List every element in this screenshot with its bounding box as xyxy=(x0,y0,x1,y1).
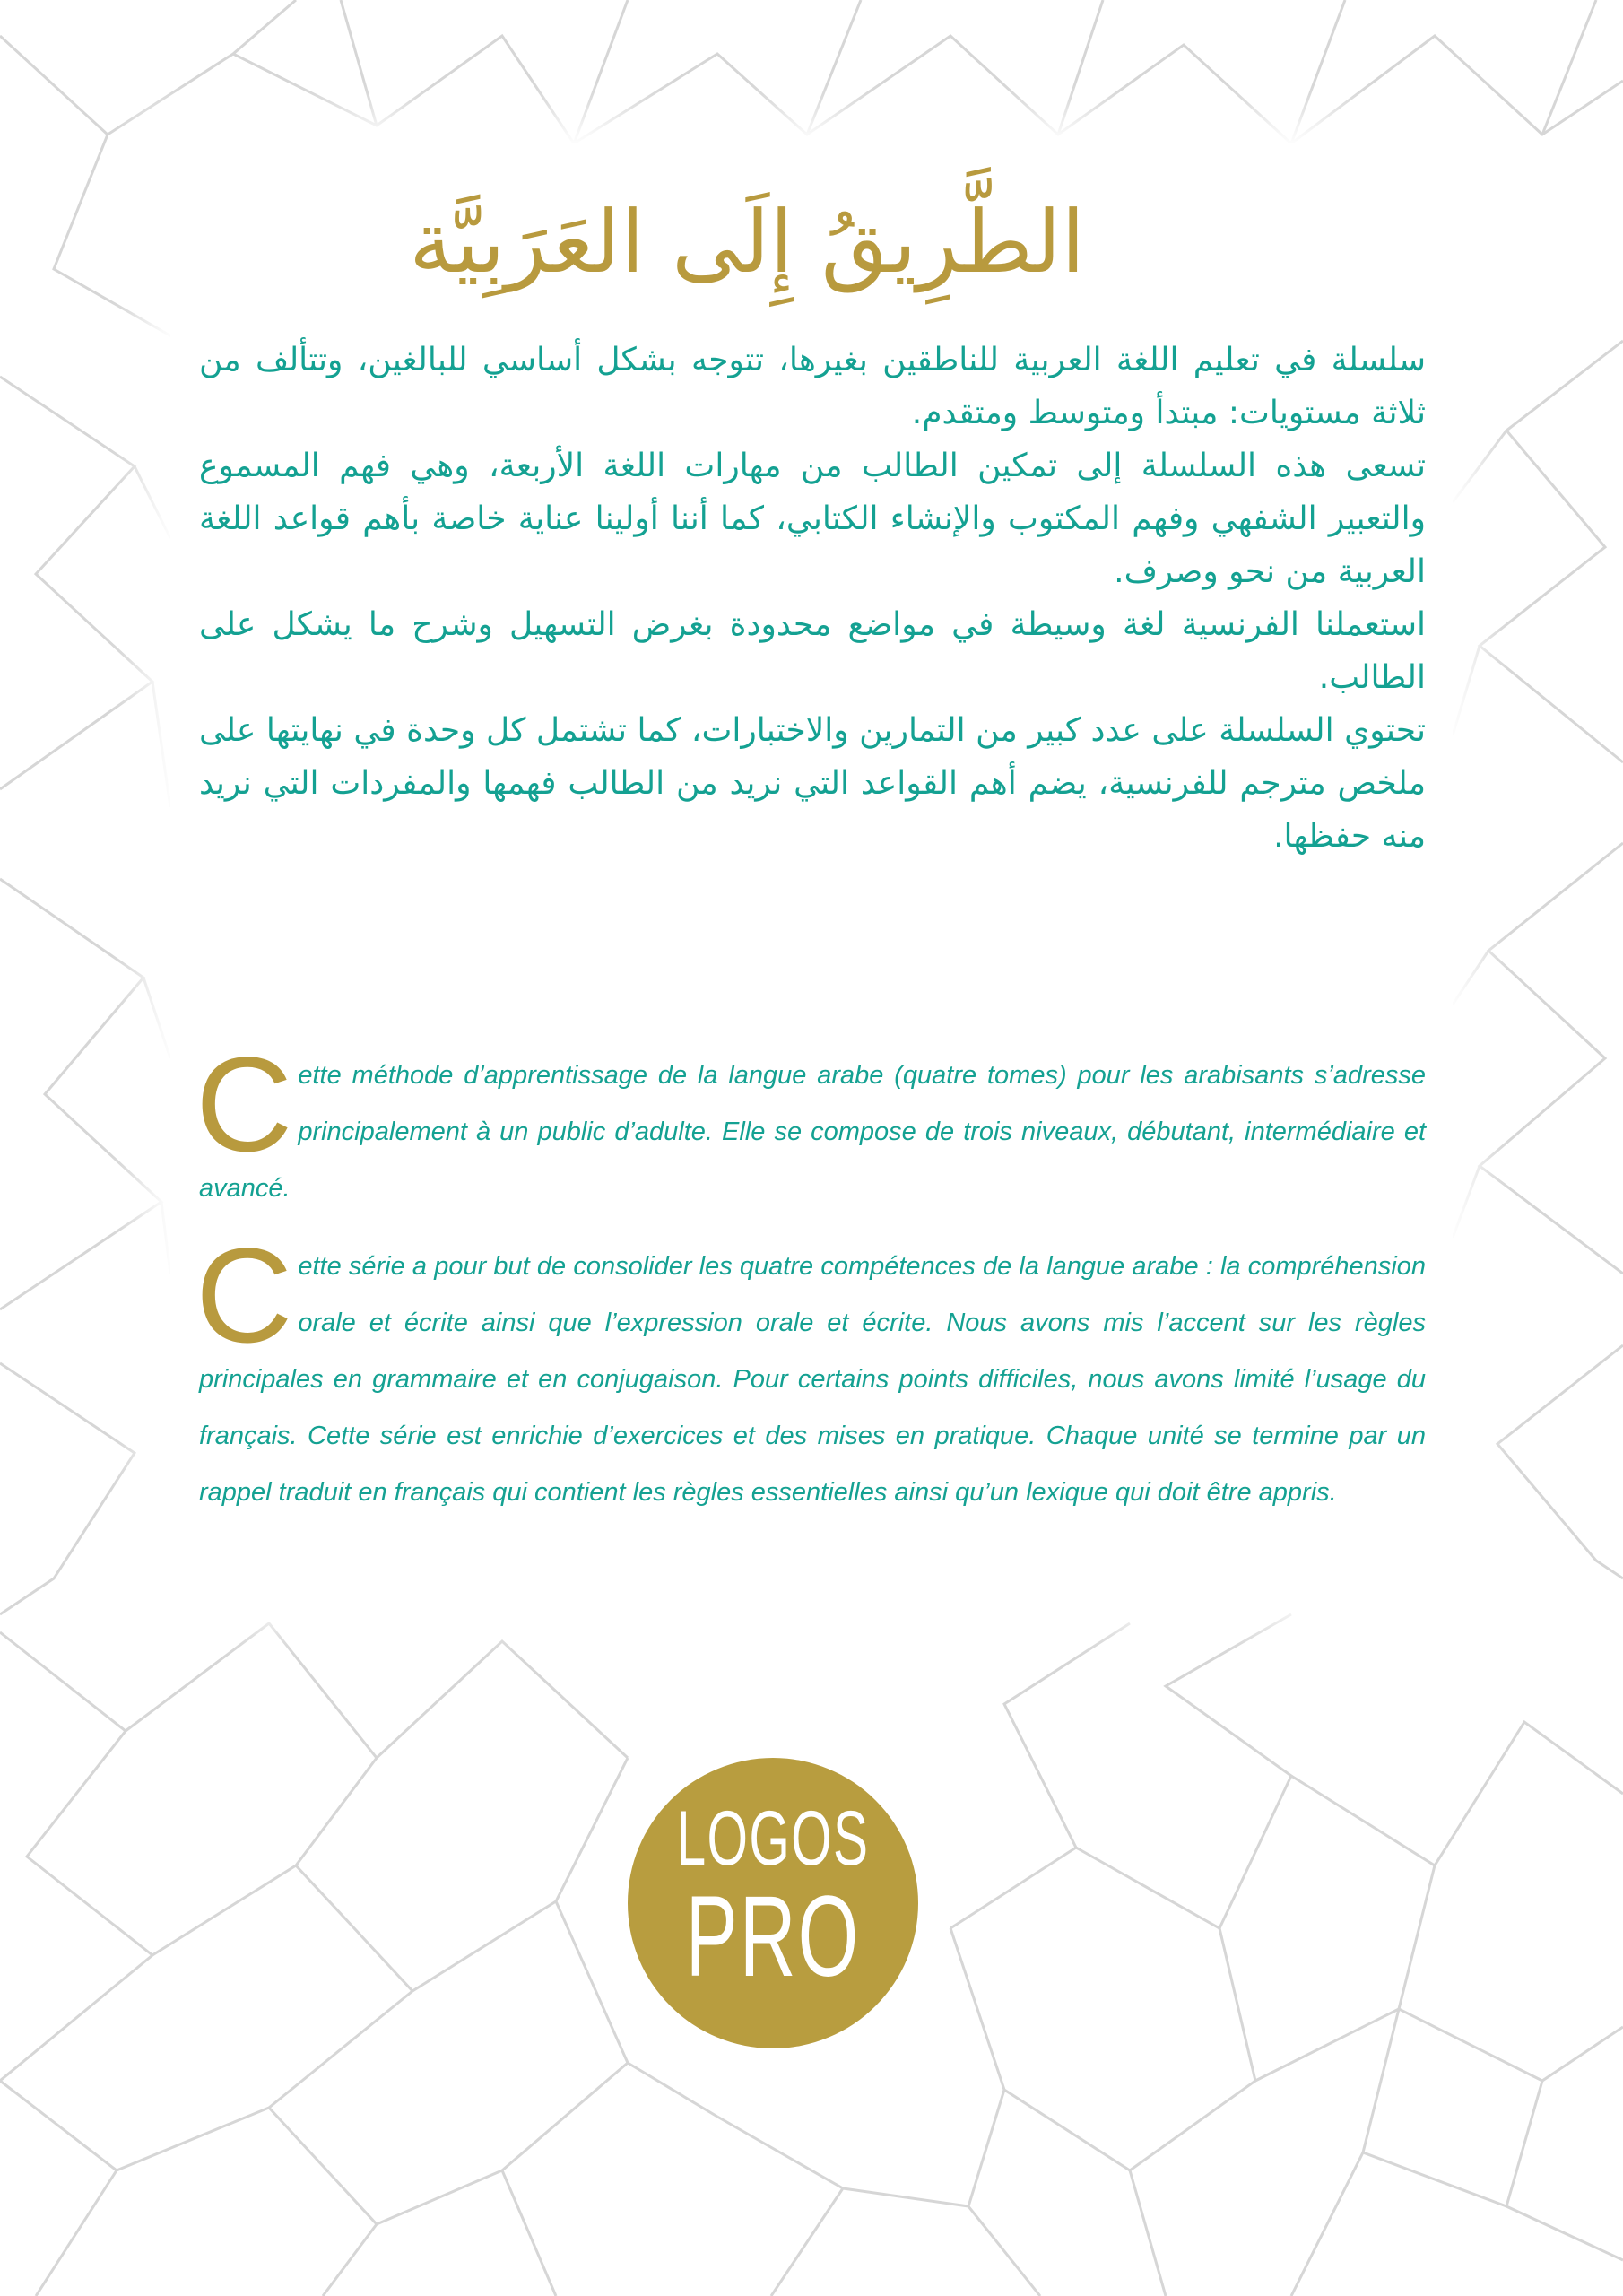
arabic-paragraph: سلسلة في تعليم اللغة العربية للناطقين بغيرها، تتوجه بشكل أساسي للبالغين، وتتألف من ثلاثة مستويات: مبتدأ ومتوسط ومتقدم. xyxy=(199,342,1426,431)
french-description xyxy=(195,1029,1426,1543)
drop-cap: C xyxy=(195,1029,293,1179)
arabic-description xyxy=(199,334,1426,863)
logos-pro-logo xyxy=(628,1758,918,2048)
french-paragraph xyxy=(195,1029,1426,1217)
arabic-paragraph: استعملنا الفرنسية لغة وسيطة في مواضع محدودة بغرض التسهيل وشرح ما يشكل على الطالب. xyxy=(199,606,1426,696)
french-paragraph-text: ette série a pour but de consolider les quatre compétences de la langue arabe : la compréhension orale et écrite ainsi que l’expression orale et écrite. Nous avons mis l’accent sur les règles principales en grammaire et en conjugaison. Pour certains points difficiles, nous avons limité l’usage du français. Cette série est enrichie d’exercices et des mises en pratique. Chaque unité se termine par un rappel traduit en français qui contient les règles essentielles ainsi qu’un lexique qui doit être appris. xyxy=(199,1252,1426,1507)
logo-line-1: LOGOS xyxy=(676,1796,870,1882)
arabic-paragraph: تسعى هذه السلسلة إلى تمكين الطالب من مهارات اللغة الأربعة، وهي فهم المسموع والتعبير الشفهي وفهم المكتوب والإنشاء الكتابي، كما أننا أولينا عناية خاصة بأهم قواعد اللغة العربية من نحو وصرف. xyxy=(199,448,1426,590)
logo-line-2: PRO xyxy=(685,1873,861,2001)
arabic-paragraph: تحتوي السلسلة على عدد كبير من التمارين والاختبارات، كما تشتمل كل وحدة في نهايتها على ملخص مترجم للفرنسية، يضم أهم القواعد التي نريد من الطالب فهمها والمفردات التي نريد منه حفظها. xyxy=(199,712,1426,855)
arabic-title: الطَّرِيقُ إِلَى العَرَبِيَّة xyxy=(409,192,1085,292)
french-paragraph xyxy=(195,1220,1426,1521)
french-paragraph-text: ette méthode d’apprentissage de la langue arabe (quatre tomes) pour les arabisants s’adresse principalement à un public d’adulte. Elle se compose de trois niveaux, débutant, intermédiaire et avancé. xyxy=(199,1061,1426,1203)
drop-cap: C xyxy=(195,1220,293,1370)
